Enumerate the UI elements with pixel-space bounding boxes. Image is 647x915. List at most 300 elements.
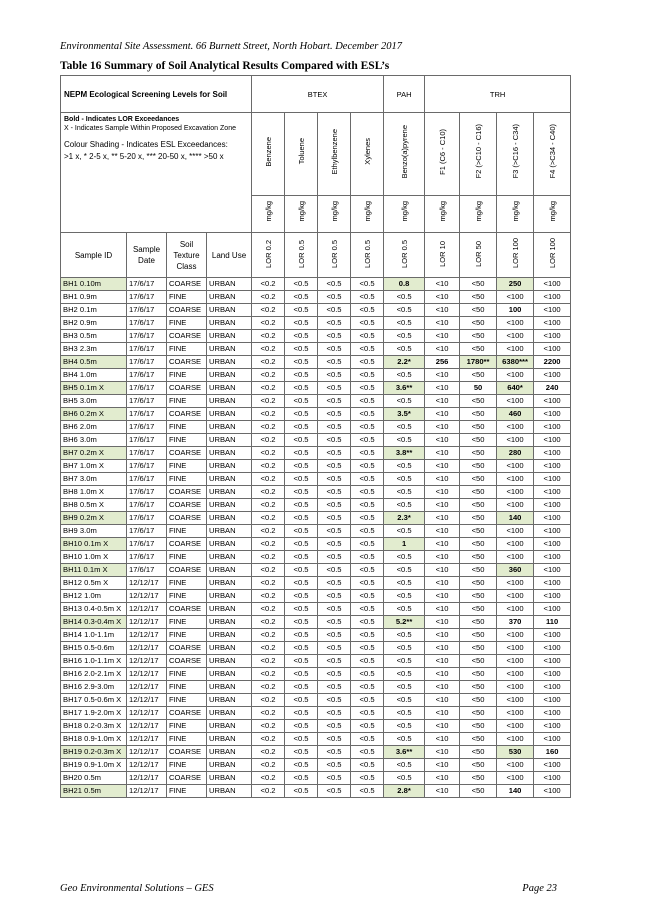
value-cell: <100 xyxy=(534,473,571,486)
soil-texture-cell: FINE xyxy=(167,473,207,486)
value-cell: <0.5 xyxy=(318,304,351,317)
analyte-header-label: Ethylbenzene xyxy=(329,128,339,175)
sample-id-cell: BH3 0.5m xyxy=(61,330,127,343)
lor-header-2 xyxy=(318,233,351,278)
sample-id-cell: BH4 0.5m xyxy=(61,356,127,369)
value-cell: <0.5 xyxy=(351,291,384,304)
value-cell: <10 xyxy=(425,512,460,525)
value-cell: <100 xyxy=(534,564,571,577)
value-cell: <100 xyxy=(497,772,534,785)
value-cell: <0.5 xyxy=(318,720,351,733)
value-cell: <0.2 xyxy=(252,681,285,694)
value-cell: <10 xyxy=(425,642,460,655)
soil-texture-cell: FINE xyxy=(167,577,207,590)
value-cell: <100 xyxy=(534,759,571,772)
table-row xyxy=(61,291,571,304)
table-row xyxy=(61,460,571,473)
value-cell: <50 xyxy=(460,317,497,330)
value-cell: <100 xyxy=(534,772,571,785)
table-row xyxy=(61,564,571,577)
soil-texture-cell: FINE xyxy=(167,525,207,538)
lor-header-label: LOR 0.5 xyxy=(329,239,339,268)
sample-id-cell: BH2 0.1m xyxy=(61,304,127,317)
value-cell: <0.5 xyxy=(384,733,425,746)
results-table xyxy=(60,75,571,798)
value-cell: <100 xyxy=(534,330,571,343)
sample-id-cell: BH16 2.0-2.1m X xyxy=(61,668,127,681)
sample-date-cell: 17/6/17 xyxy=(127,369,167,382)
value-cell: <0.5 xyxy=(351,421,384,434)
value-cell: <10 xyxy=(425,785,460,798)
sample-date-cell: 12/12/17 xyxy=(127,785,167,798)
value-cell: <50 xyxy=(460,772,497,785)
table-row xyxy=(61,447,571,460)
unit-header-label: mg/kg xyxy=(263,201,273,222)
sample-id-cell: BH11 0.1m X xyxy=(61,564,127,577)
sample-id-cell: BH10 0.1m X xyxy=(61,538,127,551)
value-cell: <0.5 xyxy=(318,551,351,564)
value-cell: <0.2 xyxy=(252,577,285,590)
value-cell: <0.2 xyxy=(252,356,285,369)
value-cell: <100 xyxy=(497,343,534,356)
value-cell: <0.5 xyxy=(351,317,384,330)
sample-id-cell: BH3 2.3m xyxy=(61,343,127,356)
land-use-cell: URBAN xyxy=(207,551,252,564)
value-cell: <0.5 xyxy=(318,707,351,720)
value-cell: <100 xyxy=(497,369,534,382)
value-cell: <0.5 xyxy=(351,590,384,603)
unit-header-label: mg/kg xyxy=(473,201,483,222)
sample-id-cell: BH9 3.0m xyxy=(61,525,127,538)
value-cell: <100 xyxy=(534,629,571,642)
value-cell: <100 xyxy=(534,291,571,304)
sample-date-cell: 12/12/17 xyxy=(127,720,167,733)
analyte-header-label: Benzo(a)pyrene xyxy=(399,124,409,179)
land-use-cell: URBAN xyxy=(207,655,252,668)
value-cell: <0.5 xyxy=(285,720,318,733)
value-cell: <0.2 xyxy=(252,330,285,343)
value-cell: <100 xyxy=(534,577,571,590)
value-cell: <0.5 xyxy=(318,577,351,590)
value-cell: 3.6** xyxy=(384,746,425,759)
lor-header-label: LOR 0.5 xyxy=(362,239,372,268)
value-cell: <0.2 xyxy=(252,538,285,551)
land-use-cell: URBAN xyxy=(207,382,252,395)
value-cell: <100 xyxy=(497,720,534,733)
value-cell: <50 xyxy=(460,668,497,681)
value-cell: <50 xyxy=(460,434,497,447)
analyte-header-2 xyxy=(318,113,351,196)
unit-header-6 xyxy=(460,196,497,233)
lor-header-label: LOR 100 xyxy=(547,238,557,269)
value-cell: <100 xyxy=(534,304,571,317)
value-cell: <100 xyxy=(534,317,571,330)
value-cell: 640* xyxy=(497,382,534,395)
value-cell: <50 xyxy=(460,291,497,304)
soil-texture-cell: FINE xyxy=(167,369,207,382)
value-cell: <0.5 xyxy=(351,278,384,291)
value-cell: <0.2 xyxy=(252,317,285,330)
table-row xyxy=(61,356,571,369)
value-cell: <0.5 xyxy=(384,681,425,694)
value-cell: <0.5 xyxy=(351,694,384,707)
value-cell: <0.5 xyxy=(384,304,425,317)
value-cell: <50 xyxy=(460,720,497,733)
land-use-cell: URBAN xyxy=(207,473,252,486)
sample-date-cell: 12/12/17 xyxy=(127,642,167,655)
value-cell: <50 xyxy=(460,616,497,629)
value-cell: <100 xyxy=(497,395,534,408)
value-cell: <100 xyxy=(497,460,534,473)
sample-date-cell: 17/6/17 xyxy=(127,499,167,512)
value-cell: <0.2 xyxy=(252,746,285,759)
value-cell: <0.2 xyxy=(252,785,285,798)
soil-texture-cell: COARSE xyxy=(167,486,207,499)
value-cell: <0.5 xyxy=(384,759,425,772)
value-cell: <0.2 xyxy=(252,655,285,668)
value-cell: <0.2 xyxy=(252,668,285,681)
table-row xyxy=(61,382,571,395)
value-cell: <0.5 xyxy=(318,278,351,291)
soil-texture-cell: FINE xyxy=(167,668,207,681)
value-cell: <0.5 xyxy=(384,694,425,707)
table-row xyxy=(61,421,571,434)
table-row xyxy=(61,590,571,603)
value-cell: <0.5 xyxy=(384,434,425,447)
table-body xyxy=(61,278,571,798)
soil-texture-cell: COARSE xyxy=(167,499,207,512)
value-cell: <0.5 xyxy=(285,460,318,473)
value-cell: <10 xyxy=(425,759,460,772)
value-cell: <0.5 xyxy=(351,759,384,772)
table-row xyxy=(61,395,571,408)
value-cell: <100 xyxy=(497,330,534,343)
value-cell: <0.5 xyxy=(351,369,384,382)
value-cell: <0.2 xyxy=(252,434,285,447)
value-cell: <0.5 xyxy=(351,746,384,759)
value-cell: <10 xyxy=(425,616,460,629)
value-cell: <0.2 xyxy=(252,460,285,473)
value-cell: <100 xyxy=(534,694,571,707)
value-cell: <0.5 xyxy=(318,499,351,512)
land-use-cell: URBAN xyxy=(207,759,252,772)
value-cell: <0.5 xyxy=(285,447,318,460)
value-cell: <100 xyxy=(534,447,571,460)
value-cell: <0.5 xyxy=(384,395,425,408)
soil-texture-cell: COARSE xyxy=(167,655,207,668)
sample-id-cell: BH12 1.0m xyxy=(61,590,127,603)
value-cell: <0.2 xyxy=(252,772,285,785)
analyte-header-1 xyxy=(285,113,318,196)
value-cell: <0.5 xyxy=(384,460,425,473)
sample-id-cell: BH5 3.0m xyxy=(61,395,127,408)
table-row xyxy=(61,525,571,538)
value-cell: <50 xyxy=(460,512,497,525)
value-cell: 6380*** xyxy=(497,356,534,369)
value-cell: <100 xyxy=(534,655,571,668)
value-cell: <100 xyxy=(497,733,534,746)
value-cell: <0.5 xyxy=(285,564,318,577)
group-header-row xyxy=(61,76,571,113)
value-cell: <100 xyxy=(534,278,571,291)
value-cell: <10 xyxy=(425,655,460,668)
sample-id-cell: BH20 0.5m xyxy=(61,772,127,785)
value-cell: <100 xyxy=(497,538,534,551)
unit-header-5 xyxy=(425,196,460,233)
value-cell: <0.5 xyxy=(285,655,318,668)
analyte-header-label: Benzene xyxy=(263,136,273,167)
sample-date-cell: 12/12/17 xyxy=(127,759,167,772)
value-cell: <50 xyxy=(460,460,497,473)
value-cell: <50 xyxy=(460,655,497,668)
sample-id-cell: BH9 0.2m X xyxy=(61,512,127,525)
value-cell: <0.5 xyxy=(384,369,425,382)
value-cell: <50 xyxy=(460,733,497,746)
land-use-cell: URBAN xyxy=(207,538,252,551)
unit-header-label: mg/kg xyxy=(362,201,372,222)
sample-id-cell: BH7 1.0m X xyxy=(61,460,127,473)
unit-header-1 xyxy=(285,196,318,233)
unit-header-3 xyxy=(351,196,384,233)
value-cell: <0.5 xyxy=(285,304,318,317)
value-cell: <0.5 xyxy=(285,317,318,330)
soil-texture-cell: COARSE xyxy=(167,330,207,343)
sample-date-cell: 17/6/17 xyxy=(127,395,167,408)
col-land-use: Land Use xyxy=(207,233,252,278)
group-pah: PAH xyxy=(384,76,425,113)
value-cell: <100 xyxy=(497,291,534,304)
value-cell: <0.5 xyxy=(285,525,318,538)
value-cell: <0.2 xyxy=(252,551,285,564)
value-cell: <10 xyxy=(425,551,460,564)
legend-bold-note: Bold - Indicates LOR Exceedances xyxy=(64,116,180,123)
value-cell: <0.5 xyxy=(285,642,318,655)
sample-id-cell: BH1 0.9m xyxy=(61,291,127,304)
value-cell: <0.5 xyxy=(384,330,425,343)
sample-date-cell: 17/6/17 xyxy=(127,330,167,343)
sample-id-cell: BH10 1.0m X xyxy=(61,551,127,564)
column-header-row xyxy=(61,233,571,278)
soil-texture-cell: COARSE xyxy=(167,564,207,577)
lor-header-label: LOR 0.5 xyxy=(399,239,409,268)
sample-id-cell: BH12 0.5m X xyxy=(61,577,127,590)
value-cell: <10 xyxy=(425,291,460,304)
unit-header-8 xyxy=(534,196,571,233)
sample-date-cell: 17/6/17 xyxy=(127,421,167,434)
sample-id-cell: BH17 1.9-2.0m X xyxy=(61,707,127,720)
lor-header-label: LOR 50 xyxy=(473,240,483,267)
sample-date-cell: 12/12/17 xyxy=(127,681,167,694)
value-cell: <0.5 xyxy=(384,486,425,499)
value-cell: <0.5 xyxy=(384,772,425,785)
value-cell: <0.5 xyxy=(318,603,351,616)
table-row xyxy=(61,304,571,317)
value-cell: <0.5 xyxy=(318,473,351,486)
table-row xyxy=(61,330,571,343)
sample-id-cell: BH21 0.5m xyxy=(61,785,127,798)
land-use-cell: URBAN xyxy=(207,304,252,317)
value-cell: 256 xyxy=(425,356,460,369)
sample-id-cell: BH19 0.9-1.0m X xyxy=(61,759,127,772)
value-cell: <100 xyxy=(534,486,571,499)
value-cell: <0.5 xyxy=(285,707,318,720)
value-cell: <50 xyxy=(460,746,497,759)
value-cell: <0.5 xyxy=(351,395,384,408)
value-cell: <100 xyxy=(497,629,534,642)
value-cell: <10 xyxy=(425,382,460,395)
value-cell: <10 xyxy=(425,720,460,733)
value-cell: 160 xyxy=(534,746,571,759)
value-cell: <10 xyxy=(425,603,460,616)
soil-texture-cell: COARSE xyxy=(167,642,207,655)
sample-date-cell: 12/12/17 xyxy=(127,733,167,746)
table-row xyxy=(61,512,571,525)
sample-date-cell: 17/6/17 xyxy=(127,291,167,304)
value-cell: <0.5 xyxy=(351,681,384,694)
value-cell: <0.5 xyxy=(384,421,425,434)
unit-header-label: mg/kg xyxy=(399,201,409,222)
land-use-cell: URBAN xyxy=(207,681,252,694)
soil-texture-cell: FINE xyxy=(167,434,207,447)
unit-header-7 xyxy=(497,196,534,233)
sample-date-cell: 17/6/17 xyxy=(127,356,167,369)
soil-texture-cell: FINE xyxy=(167,733,207,746)
value-cell: <0.5 xyxy=(351,564,384,577)
table-row xyxy=(61,785,571,798)
value-cell: <10 xyxy=(425,317,460,330)
land-use-cell: URBAN xyxy=(207,395,252,408)
analyte-header-label: F3 (>C16 - C34) xyxy=(510,124,520,179)
value-cell: <0.5 xyxy=(318,434,351,447)
value-cell: <0.5 xyxy=(318,369,351,382)
value-cell: <0.5 xyxy=(285,616,318,629)
value-cell: 280 xyxy=(497,447,534,460)
analyte-header-label: Xylenes xyxy=(362,138,372,165)
sample-date-cell: 17/6/17 xyxy=(127,304,167,317)
table-row xyxy=(61,486,571,499)
soil-texture-cell: COARSE xyxy=(167,382,207,395)
value-cell: <0.5 xyxy=(384,551,425,564)
value-cell: <10 xyxy=(425,538,460,551)
value-cell: 370 xyxy=(497,616,534,629)
value-cell: <50 xyxy=(460,395,497,408)
value-cell: <0.5 xyxy=(318,291,351,304)
value-cell: <0.5 xyxy=(351,720,384,733)
value-cell: 2200 xyxy=(534,356,571,369)
value-cell: <100 xyxy=(497,421,534,434)
sample-date-cell: 12/12/17 xyxy=(127,603,167,616)
value-cell: <10 xyxy=(425,304,460,317)
soil-texture-cell: FINE xyxy=(167,694,207,707)
land-use-cell: URBAN xyxy=(207,421,252,434)
value-cell: <0.5 xyxy=(351,499,384,512)
value-cell: <0.5 xyxy=(285,434,318,447)
sample-date-cell: 17/6/17 xyxy=(127,278,167,291)
value-cell: <0.5 xyxy=(384,291,425,304)
value-cell: <100 xyxy=(534,642,571,655)
unit-header-2 xyxy=(318,196,351,233)
table-row xyxy=(61,343,571,356)
soil-texture-cell: FINE xyxy=(167,460,207,473)
value-cell: <50 xyxy=(460,369,497,382)
value-cell: <100 xyxy=(497,525,534,538)
value-cell: <50 xyxy=(460,499,497,512)
value-cell: <10 xyxy=(425,486,460,499)
sample-date-cell: 12/12/17 xyxy=(127,694,167,707)
value-cell: <100 xyxy=(534,720,571,733)
sample-id-cell: BH7 3.0m xyxy=(61,473,127,486)
value-cell: <0.5 xyxy=(384,317,425,330)
value-cell: <100 xyxy=(497,317,534,330)
unit-header-0 xyxy=(252,196,285,233)
soil-texture-cell: COARSE xyxy=(167,746,207,759)
value-cell: <50 xyxy=(460,603,497,616)
table-row xyxy=(61,499,571,512)
lor-header-label: LOR 0.5 xyxy=(296,239,306,268)
table-row xyxy=(61,707,571,720)
land-use-cell: URBAN xyxy=(207,590,252,603)
value-cell: <0.5 xyxy=(351,486,384,499)
value-cell: <0.5 xyxy=(285,694,318,707)
value-cell: <0.5 xyxy=(318,655,351,668)
value-cell: <0.5 xyxy=(384,668,425,681)
sample-date-cell: 12/12/17 xyxy=(127,772,167,785)
soil-texture-cell: COARSE xyxy=(167,447,207,460)
value-cell: <0.5 xyxy=(351,603,384,616)
table-row xyxy=(61,369,571,382)
value-cell: <50 xyxy=(460,304,497,317)
sample-date-cell: 17/6/17 xyxy=(127,382,167,395)
value-cell: <0.5 xyxy=(318,629,351,642)
table-row xyxy=(61,746,571,759)
value-cell: <0.2 xyxy=(252,733,285,746)
value-cell: <50 xyxy=(460,785,497,798)
value-cell: <0.5 xyxy=(285,356,318,369)
value-cell: <0.5 xyxy=(285,512,318,525)
value-cell: <100 xyxy=(534,603,571,616)
value-cell: <0.2 xyxy=(252,642,285,655)
value-cell: <100 xyxy=(534,434,571,447)
value-cell: <0.5 xyxy=(351,772,384,785)
soil-texture-cell: FINE xyxy=(167,785,207,798)
unit-header-label: mg/kg xyxy=(547,201,557,222)
sample-id-cell: BH6 3.0m xyxy=(61,434,127,447)
value-cell: <0.2 xyxy=(252,720,285,733)
value-cell: <0.5 xyxy=(318,447,351,460)
land-use-cell: URBAN xyxy=(207,720,252,733)
table-row xyxy=(61,733,571,746)
land-use-cell: URBAN xyxy=(207,733,252,746)
value-cell: <0.2 xyxy=(252,291,285,304)
value-cell: <0.5 xyxy=(351,382,384,395)
land-use-cell: URBAN xyxy=(207,486,252,499)
table-row xyxy=(61,629,571,642)
sample-date-cell: 17/6/17 xyxy=(127,343,167,356)
value-cell: <100 xyxy=(497,759,534,772)
value-cell: <0.5 xyxy=(285,577,318,590)
value-cell: <0.5 xyxy=(318,512,351,525)
lor-header-7 xyxy=(497,233,534,278)
value-cell: <0.2 xyxy=(252,603,285,616)
value-cell: <0.2 xyxy=(252,473,285,486)
value-cell: 240 xyxy=(534,382,571,395)
sample-date-cell: 12/12/17 xyxy=(127,746,167,759)
value-cell: <0.5 xyxy=(351,733,384,746)
soil-texture-cell: FINE xyxy=(167,616,207,629)
value-cell: <10 xyxy=(425,421,460,434)
sample-id-cell: BH8 1.0m X xyxy=(61,486,127,499)
table-row xyxy=(61,681,571,694)
